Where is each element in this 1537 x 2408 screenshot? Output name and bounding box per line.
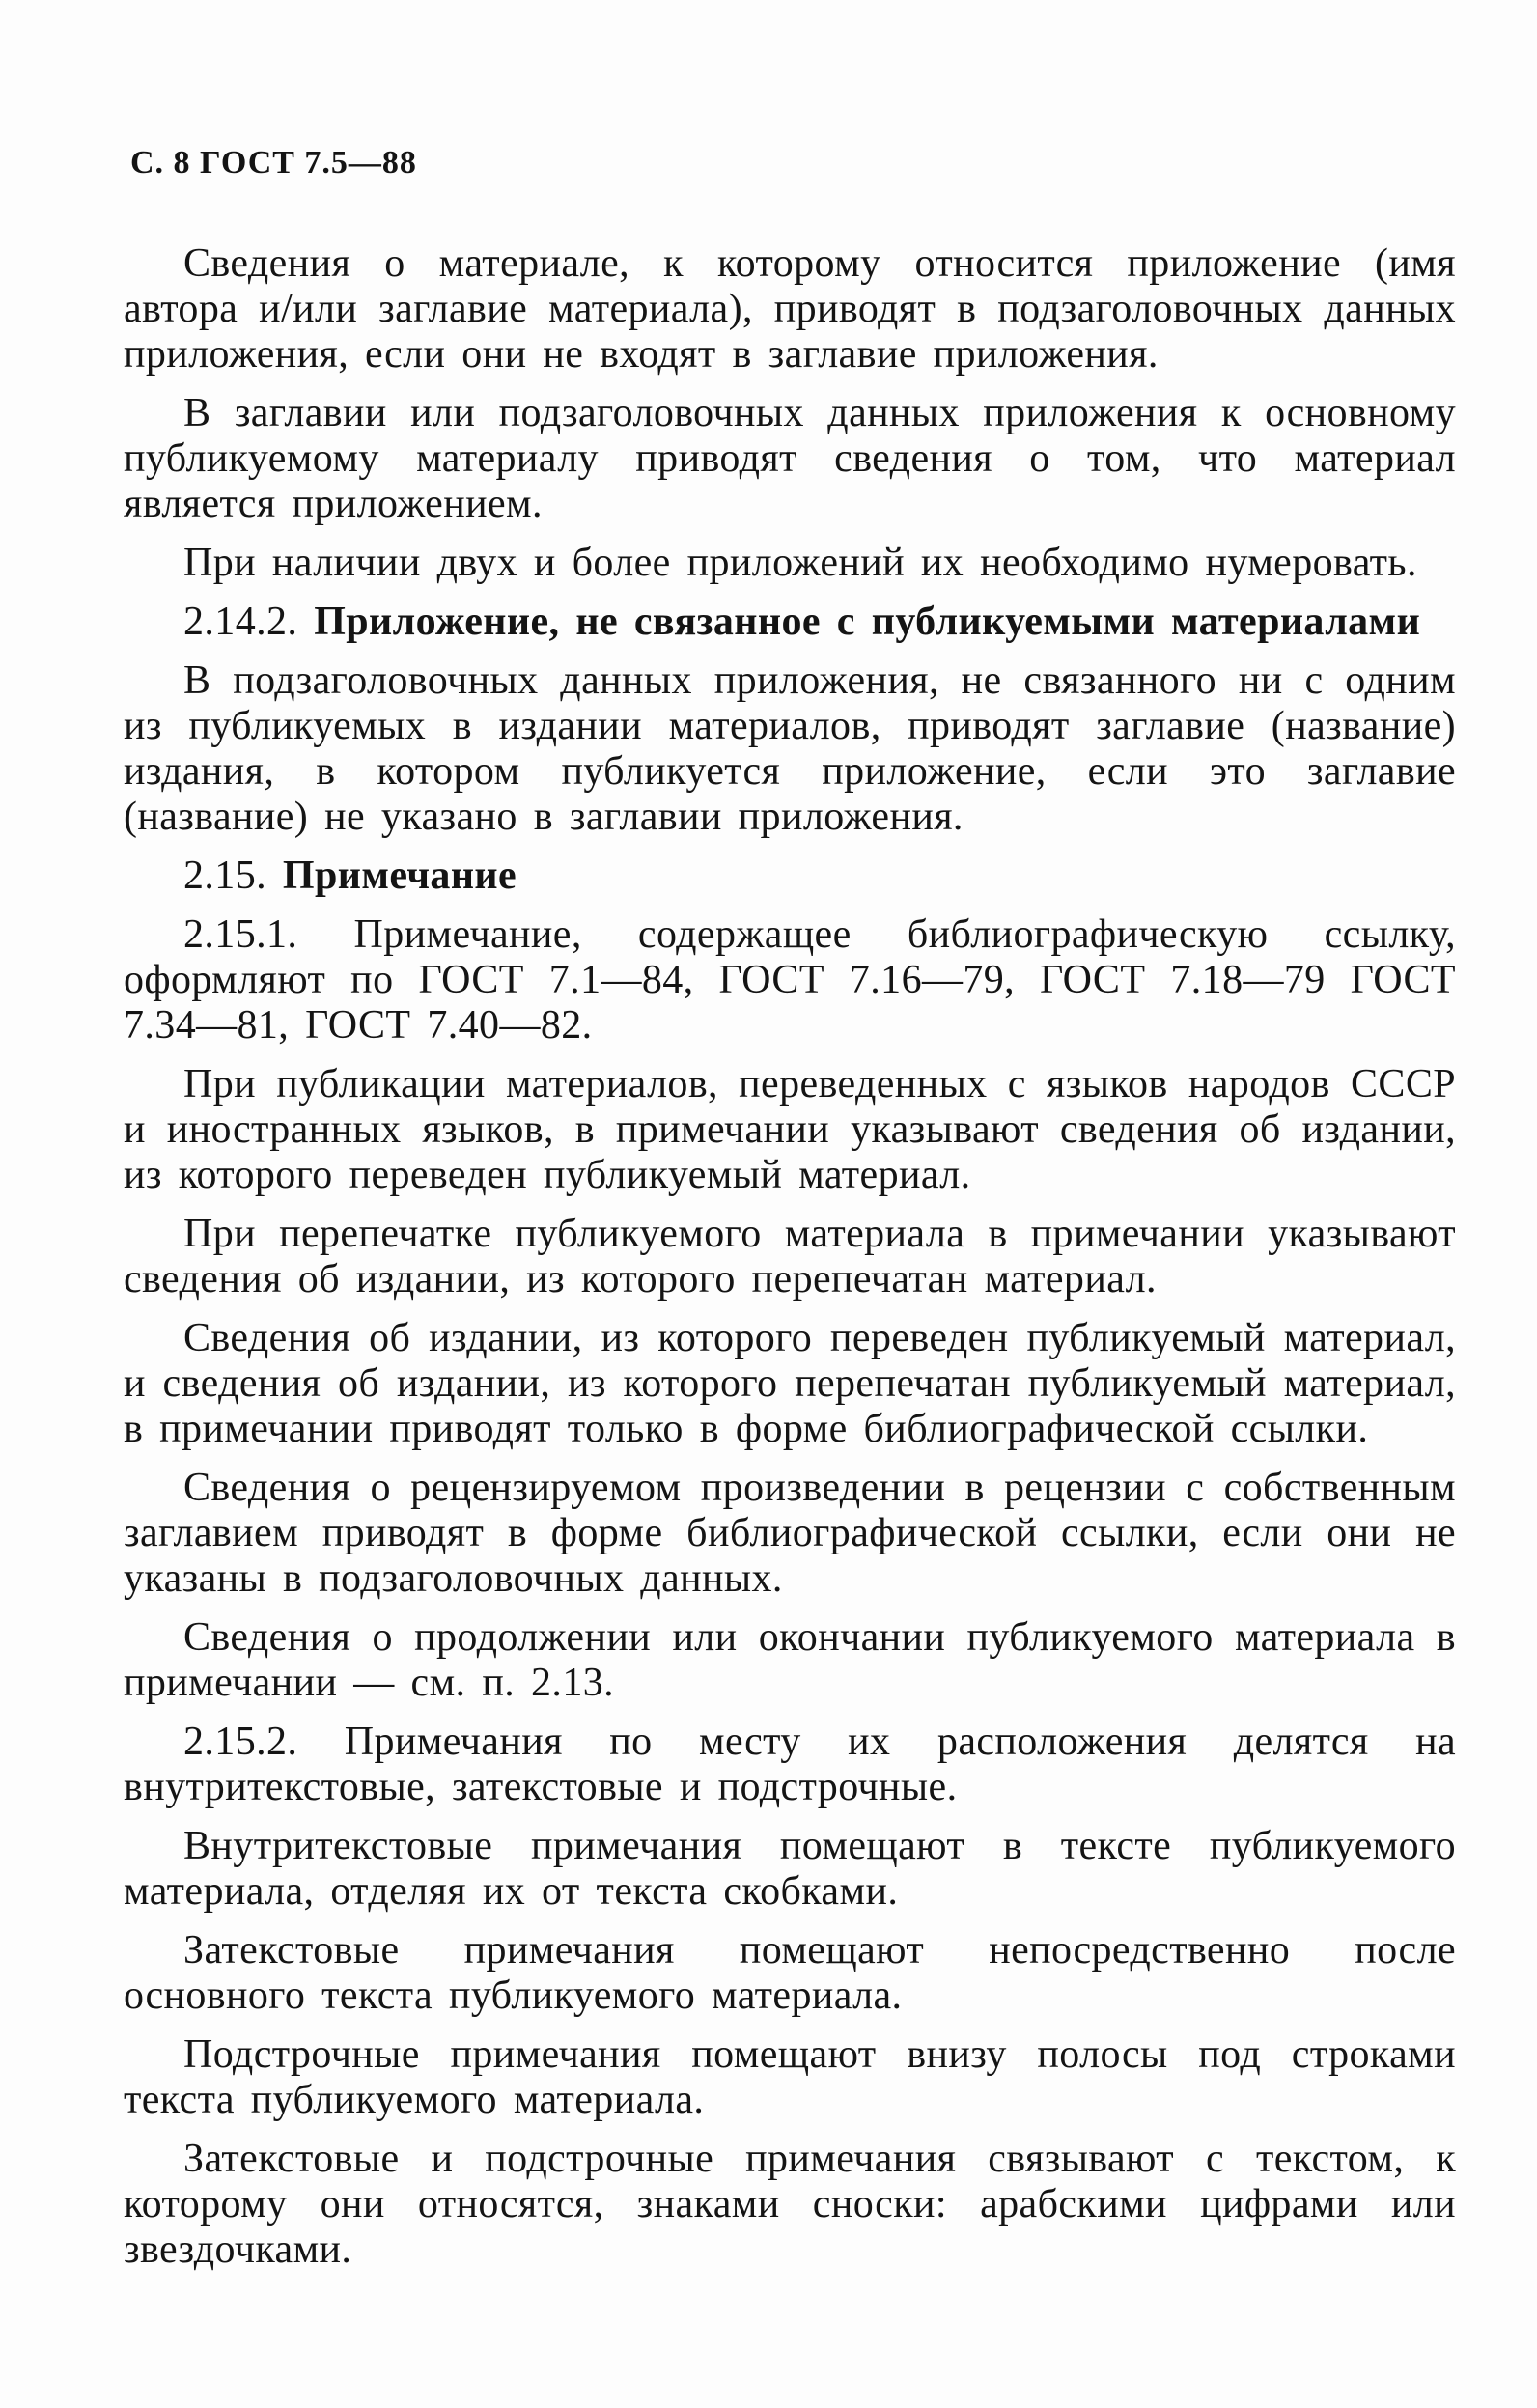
section-heading — [124, 600, 1456, 645]
paragraph: Затекстовые и подстрочные примечания связывают с текстом, к которому они относятся, знаками сноски: арабскими цифрами или звездочками. — [124, 2137, 1456, 2272]
paragraph: При перепечатке публикуемого материала в примечании указывают сведения об издании, из которого перепечатан материал. — [124, 1212, 1456, 1302]
running-header: С. 8 ГОСТ 7.5—88 — [130, 145, 417, 181]
paragraph: Подстрочные примечания помещают внизу полосы под строками текста публикуемого материала. — [124, 2032, 1456, 2122]
paragraph: При публикации материалов, переведенных с языков народов СССР и иностранных языков, в примечании указывают сведения об издании, из которого переведен публикуемый материал. — [124, 1062, 1456, 1197]
paragraph: В заглавии или подзаголовочных данных приложения к основному публикуемому материалу приводят сведения о том, что материал является приложением. — [124, 391, 1456, 526]
paragraph: Сведения о материале, к которому относится приложение (имя автора и/или заглавие материала), приводят в подзаголовочных данных приложения, если они не входят в заглавие приложения. — [124, 241, 1456, 377]
paragraph: При наличии двух и более приложений их необходимо нумеровать. — [183, 541, 1417, 585]
section-number: 2.15. — [183, 854, 266, 898]
paragraph: Сведения о продолжении или окончании публикуемого материала в примечании — см. п. 2.13. — [124, 1615, 1456, 1705]
section-heading — [124, 854, 1456, 899]
paragraph: 2.15.1. Примечание, содержащее библиографическую ссылку, оформляют по ГОСТ 7.1—84, ГОСТ 7.16—79, ГОСТ 7.18—79 ГОСТ 7.34—81, ГОСТ 7.40—82. — [124, 912, 1456, 1048]
paragraph: Сведения о рецензируемом произведении в рецензии с собственным заглавием приводят в форме библиографической ссылки, если они не указаны в подзаголовочных данных. — [124, 1466, 1456, 1601]
section-number: 2.14.2. — [183, 600, 298, 644]
paragraph: Затекстовые примечания помещают непосредственно после основного текста публикуемого материала. — [124, 1928, 1456, 2018]
section-title: Примечание — [282, 854, 517, 898]
paragraph: В подзаголовочных данных приложения, не связанного ни с одним из публикуемых в издании материалов, приводят заглавие (название) издания, в котором публикуется приложение, если это заглавие (название) не указано в заглавии приложения. — [124, 658, 1456, 839]
paragraph: 2.15.2. Примечания по месту их расположения делятся на внутритекстовые, затекстовые и подстрочные. — [124, 1720, 1456, 1809]
section-title: Приложение, не связанное с публикуемыми материалами — [314, 600, 1421, 644]
body-text — [124, 241, 1456, 2286]
paragraph: Сведения об издании, из которого переведен публикуемый материал, и сведения об издании, из которого перепечатан публикуемый материал, в примечании приводят только в форме библиографической ссылки. — [124, 1316, 1456, 1451]
paragraph: Внутритекстовые примечания помещают в тексте публикуемого материала, отделяя их от текста скобками. — [124, 1824, 1456, 1914]
